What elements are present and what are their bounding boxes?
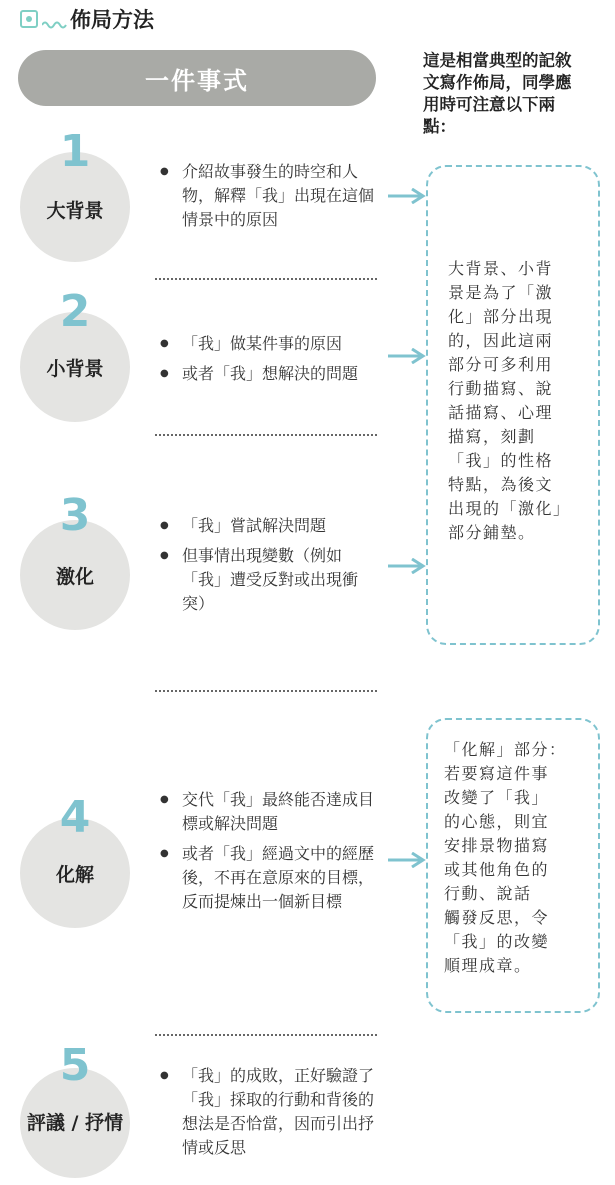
step-1-label: 大背景 [46, 200, 104, 222]
divider [155, 690, 377, 692]
step-3-bullets [160, 514, 380, 622]
divider [155, 1034, 377, 1036]
list-item: ● 或者「我」經過文中的經歷後，不再在意原來的目標，反而提煉出一個新目標 [160, 842, 380, 914]
step-1-number: 1 [59, 126, 91, 177]
list-item: ● 介紹故事發生的時空和人物，解釋「我」出現在這個情景中的原因 [160, 160, 380, 232]
square-dot-icon [20, 10, 38, 28]
step-5-label: 評議 / 抒情 [26, 1112, 124, 1134]
list-item: ● 「我」嘗試解決問題 [160, 514, 380, 538]
divider [155, 278, 377, 280]
step-3-label: 激化 [55, 566, 94, 588]
intro-text: 這是相當典型的記敘 文寫作佈局，同學應 用時可注意以下兩 點： [423, 51, 572, 136]
section-title: 佈局方法 [70, 7, 154, 32]
list-item: ● 交代「我」最終能否達成目標或解決問題 [160, 788, 380, 836]
arrow-right-icon [388, 188, 426, 204]
divider [155, 434, 377, 436]
wave-icon [42, 20, 68, 30]
step-3-number: 3 [59, 490, 91, 541]
step-4-label: 化解 [55, 864, 94, 886]
step-4-number: 4 [59, 792, 91, 843]
list-item: ● 「我」做某件事的原因 [160, 332, 380, 356]
step-2-label: 小背景 [46, 358, 104, 380]
arrow-right-icon [388, 852, 426, 868]
list-item: ● 但事情出現變數（例如「我」遭受反對或出現衝突） [160, 544, 380, 616]
layout-type-title: 一件事式 [18, 50, 376, 106]
step-2-number: 2 [59, 286, 91, 337]
list-item: ● 「我」的成敗，正好驗證了「我」採取的行動和背後的想法是否恰當，因而引出抒情或反思 [160, 1064, 380, 1160]
step-5-number: 5 [59, 1040, 91, 1091]
note-box-resolution: 「化解」部分： 若要寫這件事 改變了「我」 的心態，則宜 安排景物描寫 或其他角色的 行動、說話 觸發反思，令 「我」的改變 順理成章。 [426, 718, 600, 1013]
arrow-right-icon [388, 558, 426, 574]
step-4-bullets [160, 788, 380, 920]
step-5-bullets [160, 1064, 380, 1166]
step-2-bullets [160, 332, 380, 392]
step-1-bullets [160, 160, 380, 238]
note-box-background: 大背景、小背 景是為了「激 化」部分出現 的，因此這兩 部分可多利用 行動描寫、說 話描寫、心理 描寫，刻劃 「我」的性格 特點，為後文 出現的「激化」 部分鋪墊。 [426, 165, 600, 645]
list-item: ● 或者「我」想解決的問題 [160, 362, 380, 386]
arrow-right-icon [388, 348, 426, 364]
